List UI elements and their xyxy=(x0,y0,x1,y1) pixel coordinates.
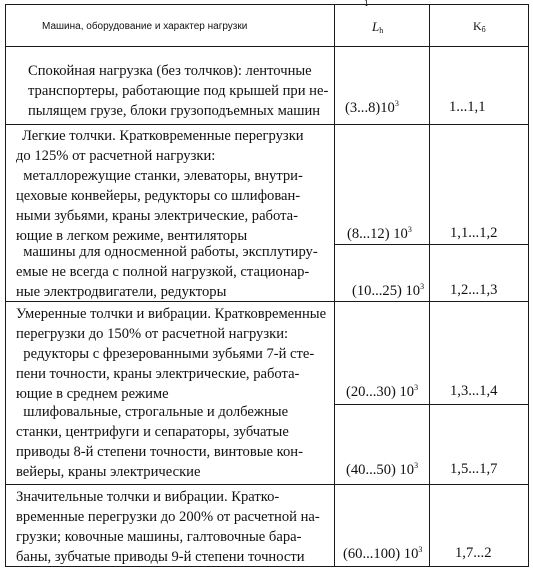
lh-value-exp: 3 xyxy=(414,383,419,392)
description-line: емые не всегда с полной нагрузкой, стационар- xyxy=(16,264,310,280)
lh-value-exp: 3 xyxy=(418,545,423,554)
description-line: металлорежущие станки, элеваторы, внутри- xyxy=(16,168,303,184)
column-divider xyxy=(334,4,335,567)
subrow-divider xyxy=(334,244,529,245)
description-line: машины для односменной работы, эксплутиру- xyxy=(16,244,318,260)
description-line: перегрузки до 150% от расчетной нагрузки: xyxy=(16,326,289,342)
description-line: ные электродвигатели, редукторы xyxy=(16,284,227,300)
table-border-top xyxy=(5,4,529,5)
description-line: баны, зубчатые приводы 9-й степени точности xyxy=(16,549,305,565)
description-line: ными зубьями, краны электрические, работа- xyxy=(16,208,298,224)
lh-value xyxy=(343,545,422,563)
lh-value-exp: 3 xyxy=(407,225,412,234)
lh-value-base: (60...100) 10 xyxy=(343,546,419,562)
header-kb-base: K xyxy=(473,19,482,33)
lh-value-exp: 3 xyxy=(394,99,399,108)
description-line: Значительные толчки и вибрации. Кратко- xyxy=(16,489,280,505)
description-line: ющие в легком режиме, вентиляторы xyxy=(16,228,248,244)
lh-value-base: (3...8)10 xyxy=(345,100,395,116)
lh-value xyxy=(345,99,399,117)
table-row-description xyxy=(28,61,328,121)
header-lh-sub: h xyxy=(379,26,384,35)
kb-value: 1...1,1 xyxy=(449,99,486,115)
kb-value: 1,3...1,4 xyxy=(450,383,498,399)
table-row-description xyxy=(16,126,304,246)
description-line: станки, центрифуги и сепараторы, зубчатые xyxy=(16,424,289,440)
row-divider xyxy=(5,484,529,485)
description-line: Спокойная нагрузка (без толчков): ленточные xyxy=(28,63,312,79)
lh-value-base: (40...50) 10 xyxy=(346,462,415,478)
description-line: Легкие толчки. Кратковременные перегрузки xyxy=(22,128,304,144)
kb-value: 1,2...1,3 xyxy=(450,282,498,298)
table-border-left xyxy=(5,4,6,567)
kb-value: 1,1...1,2 xyxy=(450,225,498,241)
table-border-right xyxy=(528,4,529,567)
lh-value xyxy=(347,225,412,243)
description-line: Умеренные толчки и вибрации. Кратковременные xyxy=(16,306,327,322)
table-row-description xyxy=(16,304,326,404)
description-line: грузки; ковочные машины, галтовочные бара- xyxy=(16,529,302,545)
lh-value-base: (20...30) 10 xyxy=(346,384,415,400)
description-line: временные перегрузки до 200% от расчетной на- xyxy=(16,509,320,525)
description-line: транспортеры, работающие под крышей при не- xyxy=(28,83,329,99)
header-description: Машина, оборудование и характер нагрузки xyxy=(42,21,248,32)
description-line: до 125% от расчетной нагрузки: xyxy=(16,148,216,164)
header-lh-base: L xyxy=(372,19,380,34)
lh-value-base: (8...12) 10 xyxy=(347,226,408,242)
table-row-description xyxy=(16,487,320,567)
table-row-description xyxy=(16,242,318,302)
description-line: редукторы с фрезерованными зубьями 7-й сте- xyxy=(16,346,315,362)
column-divider xyxy=(429,4,430,567)
lh-value-base: (10...25) 10 xyxy=(352,283,421,299)
lh-value-exp: 3 xyxy=(414,461,419,470)
lh-value xyxy=(346,461,418,479)
header-kb-sub: б xyxy=(481,25,486,34)
table-row-description xyxy=(16,402,303,482)
lh-value-exp: 3 xyxy=(420,282,425,291)
subrow-divider xyxy=(334,404,529,405)
kb-value: 1,7...2 xyxy=(455,545,492,561)
header-kb xyxy=(473,19,486,34)
row-divider xyxy=(5,124,529,125)
description-line: пылящем грузе, блоки грузоподъемных машин xyxy=(28,103,321,119)
description-line: пени точности, краны электрические, работа- xyxy=(16,366,300,382)
header-lh xyxy=(372,19,383,35)
description-line: шлифовальные, строгальные и долбежные xyxy=(16,404,289,420)
kb-value: 1,5...1,7 xyxy=(450,461,498,477)
corner-mark xyxy=(364,0,369,6)
description-line: приводы 8-й степени точности, винтовые кон- xyxy=(16,444,303,460)
description-line: ющие в среднем режиме xyxy=(16,386,169,402)
lh-value xyxy=(346,383,418,401)
header-bottom-rule xyxy=(5,46,529,47)
description-line: цеховые конвейеры, редукторы со шлифован- xyxy=(16,188,301,204)
description-line: вейеры, краны электрические xyxy=(16,464,201,480)
lh-value xyxy=(352,282,424,300)
